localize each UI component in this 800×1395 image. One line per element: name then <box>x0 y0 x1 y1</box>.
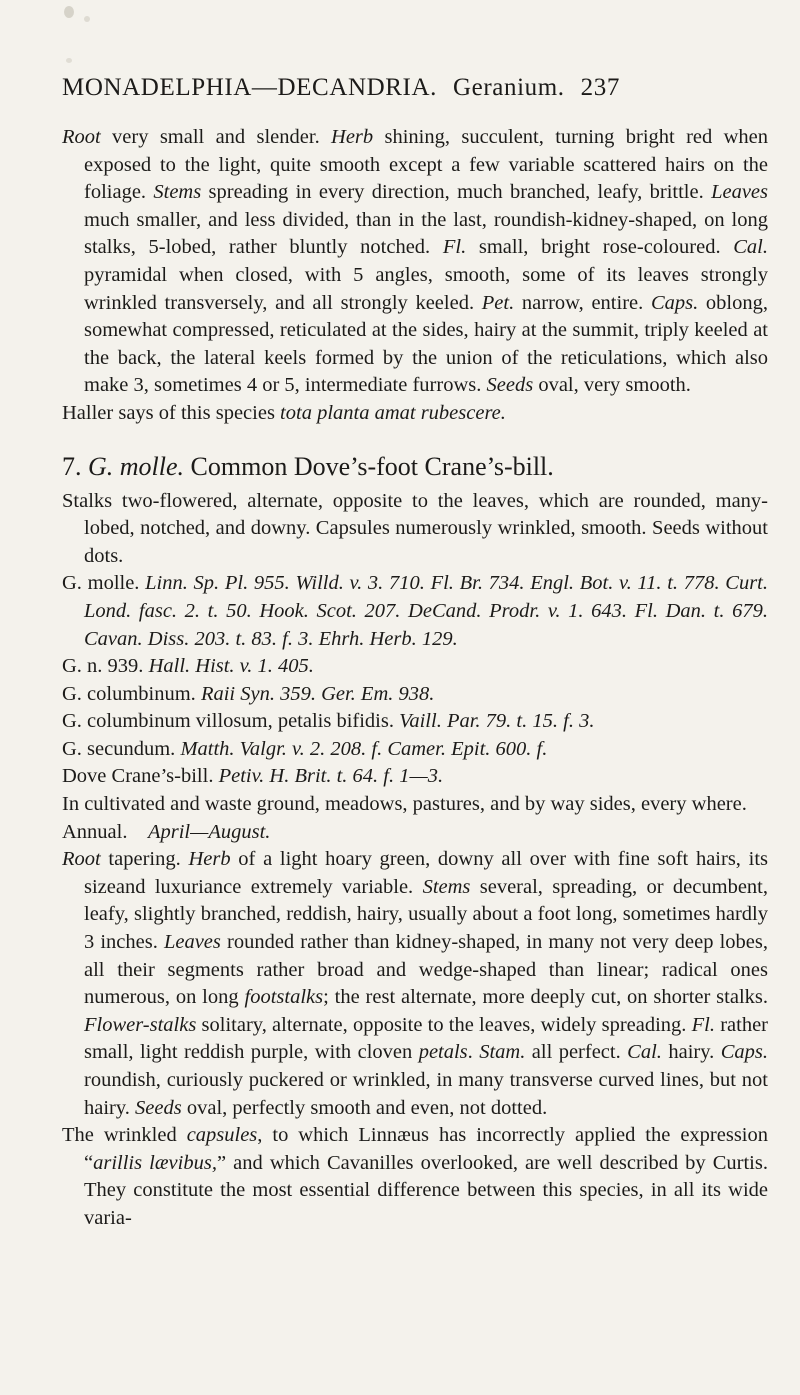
species-common-name: Common Dove’s-foot Crane’s-bill. <box>184 451 554 481</box>
page-stain <box>64 6 74 18</box>
closing-paragraph: The wrinkled capsules, to which Linnæus has incorrectly applied the expression “arillis lævibus,” and which Cavanilles overlooked, are well described by Curtis. They constitute the most essential difference between this species, in all its wide varia- <box>62 1124 768 1229</box>
synonym-entry: G. columbinum villosum, petalis bifidis. Vaill. Par. 79. t. 15. f. 3. <box>62 710 595 733</box>
intro-paragraph: Root very small and slender. Herb shining, succulent, turning bright red when exposed to the light, quite smooth except a few variable scattered hairs on the foliage. Stems spreading in every direction, much branched, leafy, brittle. Leaves much smaller, and less divided, than in the last, roundish-kidney-shaped, on long stalks, 5-lobed, rather bluntly notched. Fl. small, bright rose-coloured. Cal. pyramidal when closed, with 5 angles, smooth, some of its leaves strongly wrinkled transversely, and all strongly keeled. Pet. narrow, entire. Caps. oblong, somewhat compressed, reticulated at the sides, hairy at the summit, triply keeled at the back, the lateral keels formed by the union of the reticulations, which also make 3, sometimes 4 or 5, intermediate furrows. Seeds oval, very smooth. <box>62 126 769 397</box>
species-binomial: G. molle. <box>88 451 185 481</box>
synonym-entry: G. columbinum. Raii Syn. 359. Ger. Em. 938. <box>62 682 435 705</box>
species-number: 7. <box>62 451 88 481</box>
running-head-title: MONADELPHIA—DECANDRIA. <box>62 74 437 101</box>
running-head <box>62 74 768 102</box>
species-description: Stalks two-flowered, alternate, opposite to the leaves, which are rounded, many-lobed, notched, and downy. Capsules numerously wrinkled, smooth. Seeds without dots. <box>62 489 768 567</box>
detail-paragraph: Root tapering. Herb of a light hoary green, downy all over with fine soft hairs, its sizeand luxuriance extremely variable. Stems several, spreading, or decumbent, leafy, slightly branched, reddish, hairy, usually about a foot long, sometimes hardly 3 inches. Leaves rounded rather than kidney-shaped, in many not very deep lobes, all their segments rather broad and wedge-shaped than linear; radical ones numerous, on long footstalks; the rest alternate, more deeply cut, on shorter stalks. Flower-stalks solitary, alternate, opposite to the leaves, widely spreading. Fl. rather small, light reddish purple, with cloven petals. Stam. all perfect. Cal. hairy. Caps. roundish, curiously puckered or wrinkled, in many transverse curved lines, but not hairy. Seeds oval, perfectly smooth and even, not dotted. <box>62 848 769 1119</box>
running-head-genus: Geranium. <box>453 74 565 101</box>
synonym-entry: G. molle. Linn. Sp. Pl. 955. Willd. v. 3. 710. Fl. Br. 734. Engl. Bot. v. 11. t. 778. Curt. Lond. fasc. 2. t. 50. Hook. Scot. 207. DeCand. Prodr. v. 1. 643. Fl. Dan. t. 679. Cavan. Diss. 203. t. 83. f. 3. Ehrh. Herb. 129. <box>62 572 768 650</box>
habitat: In cultivated and waste ground, meadows, pastures, and by way sides, every where. <box>62 793 747 816</box>
haller-note: Haller says of this species tota planta amat rubescere. <box>62 401 506 424</box>
page-number: 237 <box>580 74 620 101</box>
synonym-entry: G. n. 939. Hall. Hist. v. 1. 405. <box>62 655 314 678</box>
page-body <box>62 124 768 1233</box>
page-stain <box>84 16 90 22</box>
page-stain <box>66 58 72 63</box>
synonym-entry: Dove Crane’s-bill. Petiv. H. Brit. t. 64. f. 1—3. <box>62 765 444 788</box>
species-heading <box>62 450 768 484</box>
synonym-entry: G. secundum. Matth. Valgr. v. 2. 208. f. Camer. Epit. 600. f. <box>62 737 548 760</box>
duration: Annual. April—August. <box>62 820 271 843</box>
